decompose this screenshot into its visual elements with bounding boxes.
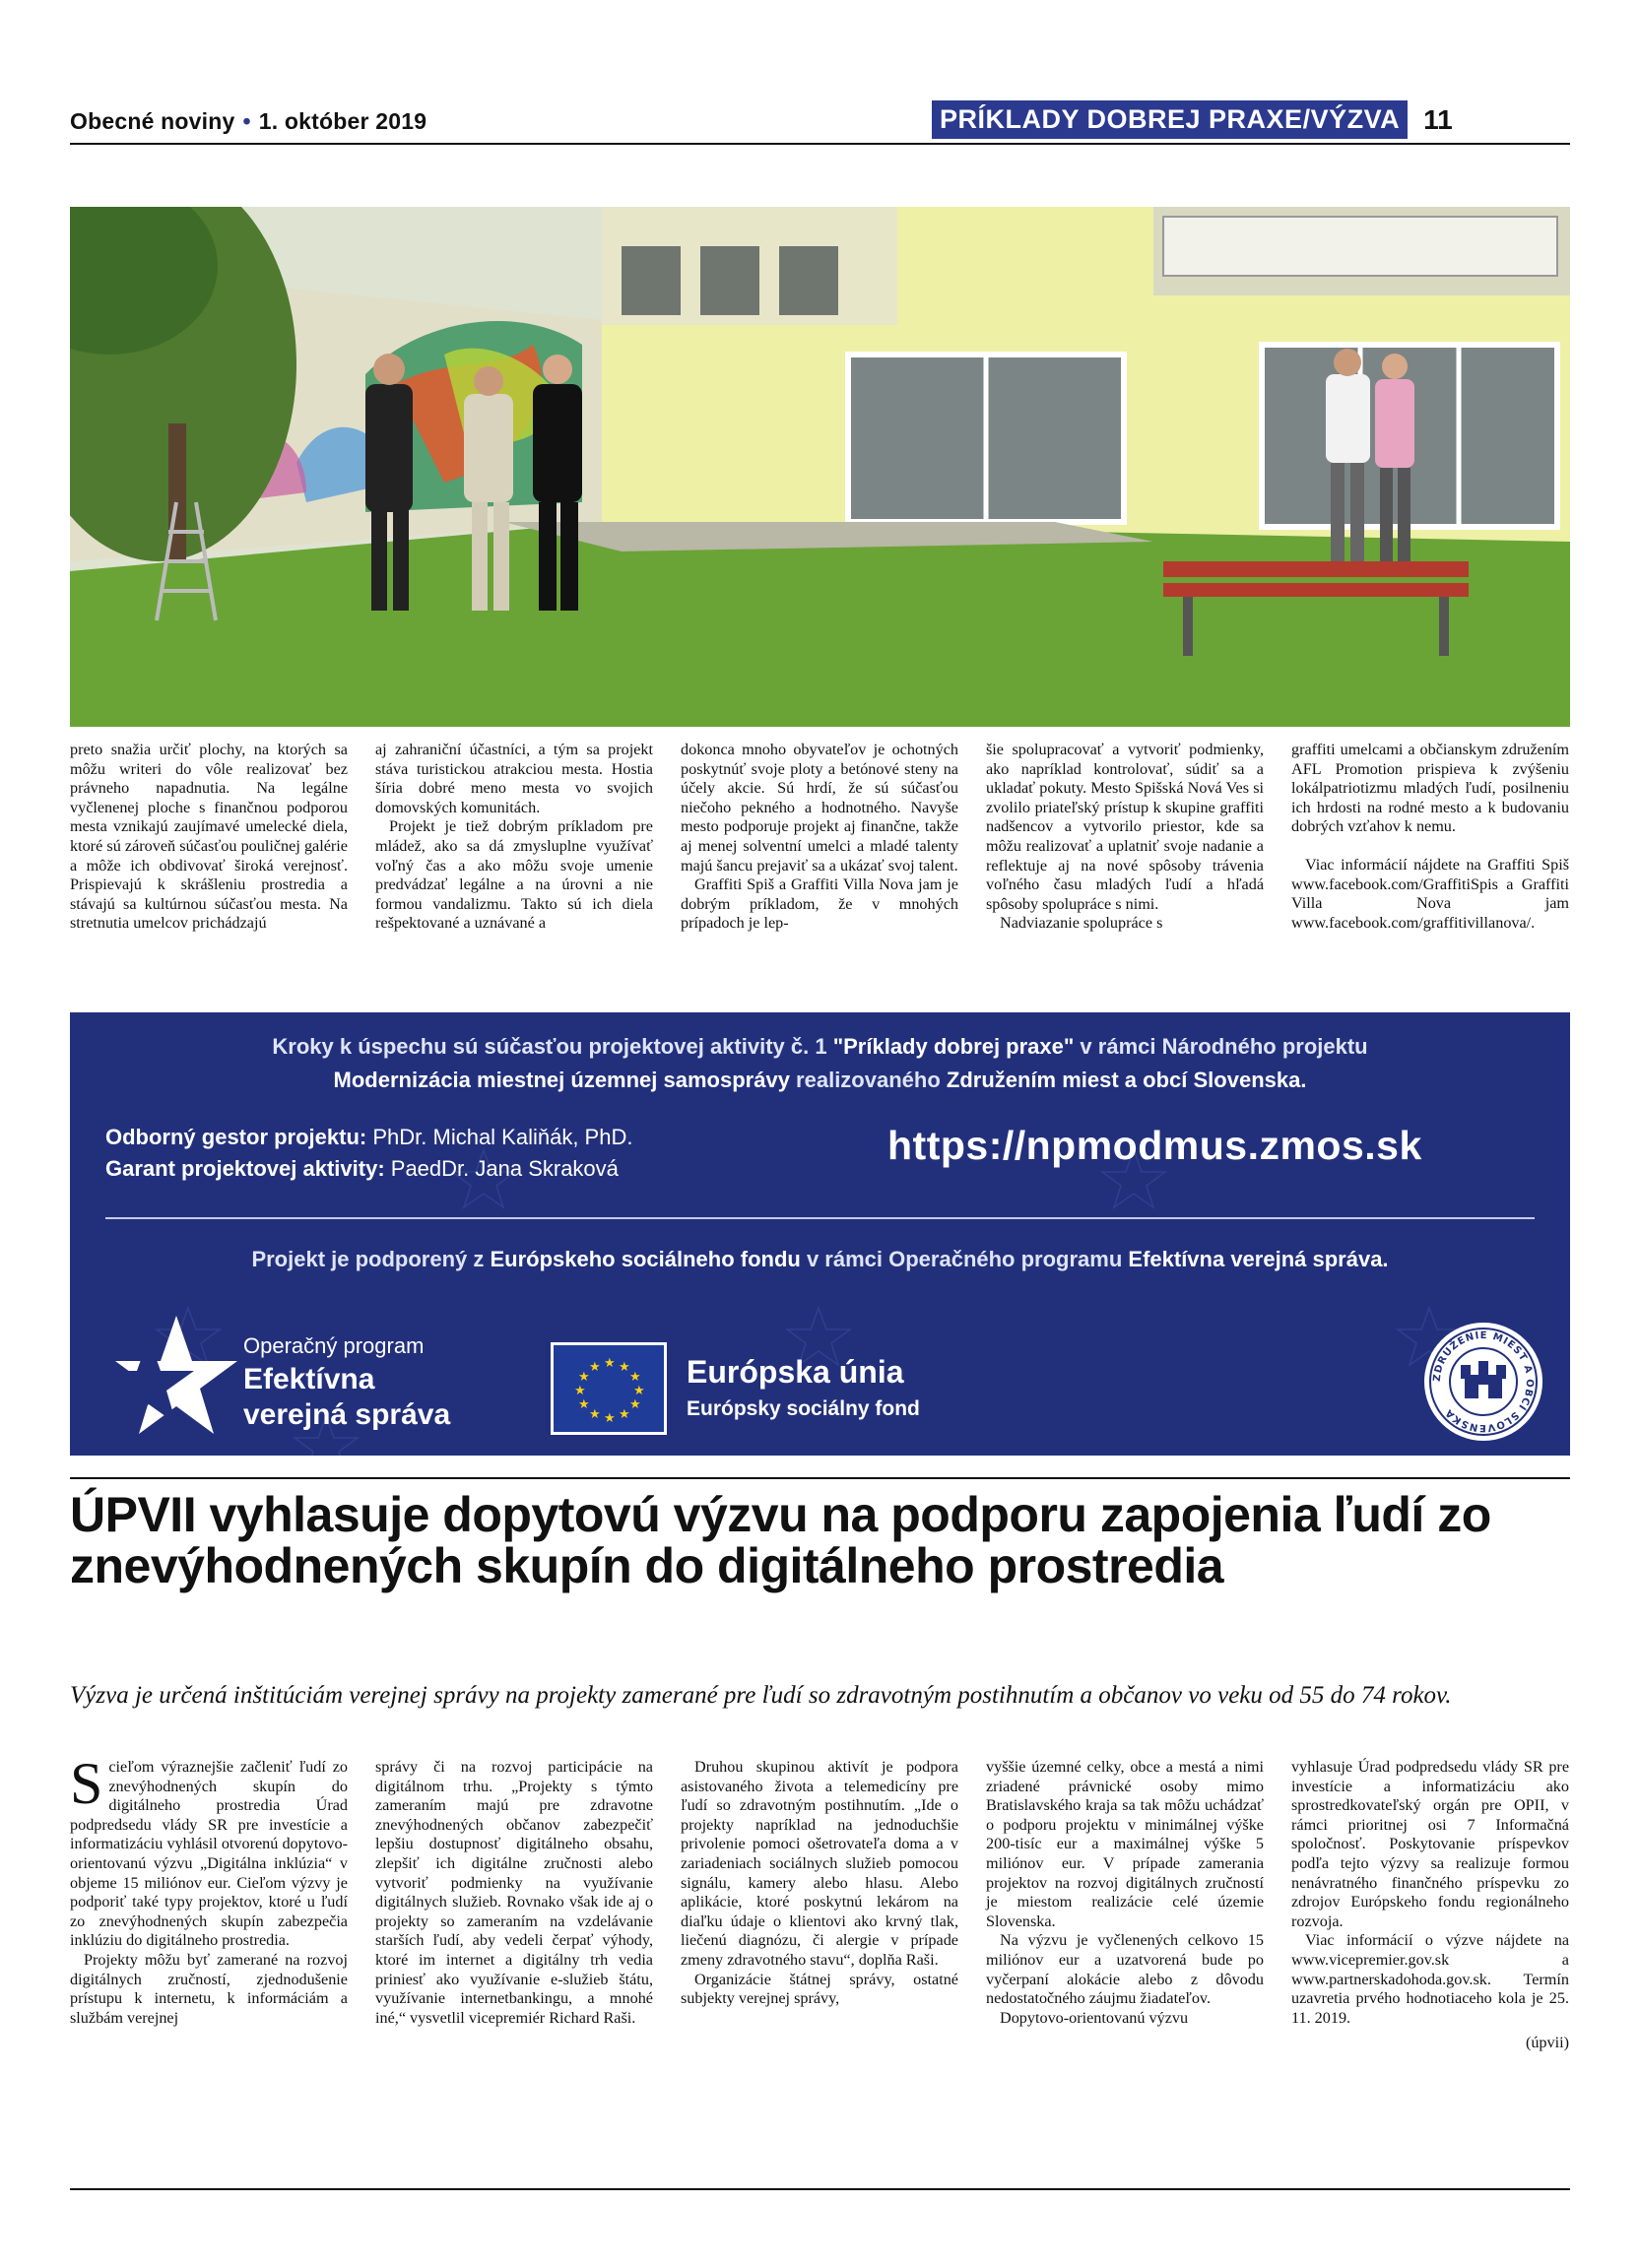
svg-text:ZDRUŽENIE MIEST A OBCÍ SLOVENS: ZDRUŽENIE MIEST A OBCÍ SLOVENSKA (1431, 1329, 1536, 1434)
svg-text:★: ★ (619, 1407, 630, 1422)
paragraph: vyhlasuje Úrad podpredsedu vlády SR pre investície a informatizáciu ako sprostredkovateľský orgán pre OPII, v rámci prioritnej osi 7 Informačná spoločnosť. Poskytovanie príspevkov podľa tejto výzvy sa realizuje formou nenávratného finančného príspevku zo zdrojov Európskeho fondu regionálneho rozvoja. (1291, 1758, 1569, 1930)
paragraph: správy či na rozvoj participácie na digitálnom trhu. „Projekty s týmto zameraním majú pre zdravotne znevýhodnených občanov zabezpečiť lepšiu dostupnosť digitálneho obsahu, zlepšiť ich digitálne zručnosti alebo vytvoriť podmienky na využívanie digitálnych služieb. Rovnako však ide aj o projekty so zameraním na vzdelávanie starších ľudí, aby vedeli čerpať výhody, ktoré im internet a digitálny trh vedia priniesť ako využívanie e-služieb štátu, využívanie internetbankingu, a mnohé iné,“ vysvetlil vicepremiér Richard Raši. (375, 1758, 653, 2027)
op-star-icon (90, 1308, 237, 1446)
paragraph: Viac informácií o výzve nájdete na www.vicepremier.gov.sk a www.partnerskadohoda.gov.sk. Termín uzavretia prvého hodnotiaceho kola je 25. 11. 2019. (1291, 1931, 1569, 2027)
banner-line-1: Kroky k úspechu sú súčasťou projektovej aktivity č. 1 "Príklady dobrej praxe" v rámci Národného projektu (272, 1034, 1368, 1059)
article-signature: (úpvii) (1525, 2034, 1569, 2052)
eu-logo: ★ ★ ★ ★ ★ ★ ★ ★ ★ ★ ★ ★ Európska únia Európsky sociálny fond (551, 1342, 1023, 1437)
article2-column-1 (70, 1751, 348, 2028)
bottom-rule (70, 2188, 1570, 2190)
paragraph: Projekty môžu byť zamerané na rozvoj digitálnych zručností, zjednodušenie prístupu k internetu, k informáciám a službám verejnej (70, 1950, 348, 2027)
paragraph: Druhou skupinou aktivít je podpora asistovaného života a telemedicíny pre ľudí so zdravotným postihnutím. „Ide o projekty napríklad na jednoduchšie privolenie pomoci ošetrovateľa doma a v zariadeniach sociálnych služieb pomocou signálu, kamery alebo hlasu. Alebo aplikácie, ktoré poskytnú lekárom na diaľku údaje o klientovi ako krvný tlak, liečenú diagnózu, či alergie v prípade zmeny zdravotného stavu“, doplňa Raši. (681, 1758, 958, 1969)
eu-stars (554, 1345, 664, 1432)
svg-text:★: ★ (619, 1360, 630, 1375)
svg-text:★: ★ (629, 1397, 641, 1412)
banner-line-2: Modernizácia miestnej územnej samosprávy realizovaného Združením miest a obcí Slovenska. (333, 1068, 1307, 1092)
svg-text:★: ★ (589, 1360, 601, 1375)
svg-text:★: ★ (589, 1407, 601, 1422)
article2-column-4 (986, 1758, 1264, 2028)
article2-column-3 (681, 1758, 958, 2009)
separator-dot: • (242, 108, 251, 134)
paragraph: preto snažia určiť plochy, na ktorých sa môžu writeri do vôle realizovať bez právneho napadnutia. Na legálne vyčlenenej ploche s finančnou podporou mesta vznikajú zaujímavé umelecké diela, ktoré sú zároveň súčasťou pouličnej galérie a môže ich obdivovať široká verejnosť. Prispievajú k skrášleniu prostredia a stávajú sa kultúrnou súčasťou mesta. Na stretnutia umelcov prichádzajú (70, 741, 348, 933)
svg-text:★: ★ (604, 1356, 616, 1371)
paragraph: Dopytovo-orientovanú výzvu (1000, 2008, 1189, 2027)
graffiti-photo (70, 207, 1570, 727)
paragraph: Projekt je tiež dobrým príkladom pre mládež, ako sa dá zmysluplne využívať voľný čas a ako môžu svoje umenie predvádzať legálne a na úrovni a nie formou vandalizmu. Takto sú ich diela rešpektované a uznávané a (375, 817, 653, 933)
paragraph: Na výzvu je vyčlenených celkovo 15 miliónov eur a uzatvorená bude po vyčerpaní alokácie alebo z dôvodu nedostatočného záujmu žiadateľov. (986, 1931, 1264, 2008)
article1-column-5 (1291, 741, 1569, 933)
page-header-left (70, 108, 426, 135)
svg-text:★: ★ (604, 1411, 616, 1426)
page-header-right (932, 100, 1453, 140)
article2-headline: ÚPVII vyhlasuje dopytovú výzvu na podporu zapojenia ľudí zo znevýhodnených skupín do digitálneho prostredia (70, 1487, 1491, 1593)
article1-column-2 (375, 741, 653, 934)
publication-name: Obecné noviny (70, 108, 235, 134)
project-gestor: Odborný gestor projektu: PhDr. Michal Kaliňák, PhD. (105, 1125, 633, 1149)
section-tag: PRÍKLADY DOBREJ PRAXE/VÝZVA (932, 100, 1408, 139)
project-banner (70, 1012, 1570, 1456)
svg-text:★: ★ (578, 1370, 590, 1385)
paragraph: aj zahraniční účastníci, a tým sa projekt stáva turistickou atrakciou mesta. Hostia šíria dobré meno mesta vo svojich domovských komunitách. (375, 741, 653, 816)
paragraph: Nadviazanie spolupráce s (1000, 914, 1163, 933)
issue-date: 1. október 2019 (258, 108, 427, 134)
header-rule (70, 143, 1570, 145)
project-url[interactable]: https://npmodmus.zmos.sk (887, 1123, 1422, 1168)
banner-funding-line: Projekt je podporený z Európskeho sociálneho fondu v rámci Operačného programu Efektívna verejná správa. (251, 1247, 1389, 1271)
article1-body (70, 741, 1570, 999)
article1-column-1 (70, 741, 348, 934)
paragraph: šie spolupracovať a vytvoriť podmienky, ako napríklad kontrolovať, súdiť sa a ukladať pokuty. Mesto Spišská Nová Ves si zvolilo priateľský prístup k skupine graffiti nadšencov a vytvorilo priestor, kde sa môžu realizovať a uplatniť svoje nadanie a reflektuje aj na nové spôsoby trávenia voľného času mladých ľudí a hľadá spôsoby spolupráce s nimi. (986, 741, 1264, 913)
banner-divider (105, 1217, 1535, 1219)
svg-text:★: ★ (629, 1370, 641, 1385)
paragraph: graffiti umelcami a občianskym združením AFL Promotion prispieva k zvýšeniu lokálpatriotizmu mladých ľudí, posilneniu ich hrdosti na rodné mesto a k budovaniu dobrých vzťahov k nemu. (1291, 741, 1569, 836)
eu-flag-icon (551, 1342, 667, 1435)
paragraph: Scieľom výraznejšie začleniť ľudí zo znevýhodnených skupín do digitálneho prostredia Úrad podpredsedu vlády SR pre investície a informatizáciu vyhlásil otvorenú dopytovo-orientovanú výzvu „Digitálna inklúzia“ v objeme 15 miliónov eur. Cieľom výzvy je podporiť také typy projektov, ktoré u ľudí zo znevýhodnených skupín zabezpečia inklúziu do digitálneho prostredia. (70, 1751, 348, 1950)
paragraph: dokonca mnoho obyvateľov je ochotných poskytnúť svoje ploty a betónové steny na účely akcie. Sú hrdí, že sú súčasťou niečoho pekného a hodnotného. Navyše mesto podporuje projekt aj finančne, takže aj menej solventní umelci a mladé talenty majú šancu prejaviť sa a ukázať svoj talent. (681, 741, 958, 875)
paragraph: Organizácie štátnej správy, ostatné subjekty verejnej správy, (681, 1970, 958, 2008)
svg-text:★: ★ (633, 1384, 645, 1398)
svg-text:★: ★ (578, 1397, 590, 1412)
op-logo: Operačný program Efektívna verejná správa (90, 1308, 503, 1446)
article1-column-4 (986, 741, 1264, 934)
project-garant: Garant projektovej aktivity: PaedDr. Jana Skraková (105, 1156, 619, 1181)
svg-text:★: ★ (574, 1384, 586, 1398)
article1-column-3 (681, 741, 958, 934)
article2-lead: Výzva je určená inštitúciám verejnej správy na projekty zamerané pre ľudí so zdravotným postihnutím a občanov vo veku od 55 do 74 rokov. (70, 1682, 1452, 1709)
zmos-seal-icon (1421, 1320, 1545, 1444)
article2-top-rule (70, 1477, 1570, 1479)
article2-column-2 (375, 1758, 653, 2028)
page-number: 11 (1423, 104, 1453, 135)
drop-cap: S (70, 1751, 103, 1816)
paragraph: Graffiti Spiš a Graffiti Villa Nova jam je dobrým príkladom, že v mnohých prípadoch je lep- (681, 875, 958, 933)
paragraph: Viac informácií nájdete na Graffiti Spiš www.facebook.com/GraffitiSpis a Graffiti Villa Nova jam www.facebook.com/graffitivillanova/. (1291, 855, 1569, 932)
paragraph: vyššie územné celky, obce a mestá a nimi zriadené právnické osoby mimo Bratislavského kraja sa tak môžu uchádzať o podporu projektu v minimálnej výške 200-tisíc eur a maximálnej výške 5 miliónov eur. V prípade zamerania projektov na rozvoj digitálnych zručností je miestom realizácie celé územie Slovenska. (986, 1758, 1264, 1930)
zmos-seal-logo (1421, 1320, 1545, 1444)
graffiti-scene-illustration (70, 207, 1570, 727)
article2-body (70, 1751, 1570, 2181)
article2-column-5 (1291, 1758, 1569, 2053)
